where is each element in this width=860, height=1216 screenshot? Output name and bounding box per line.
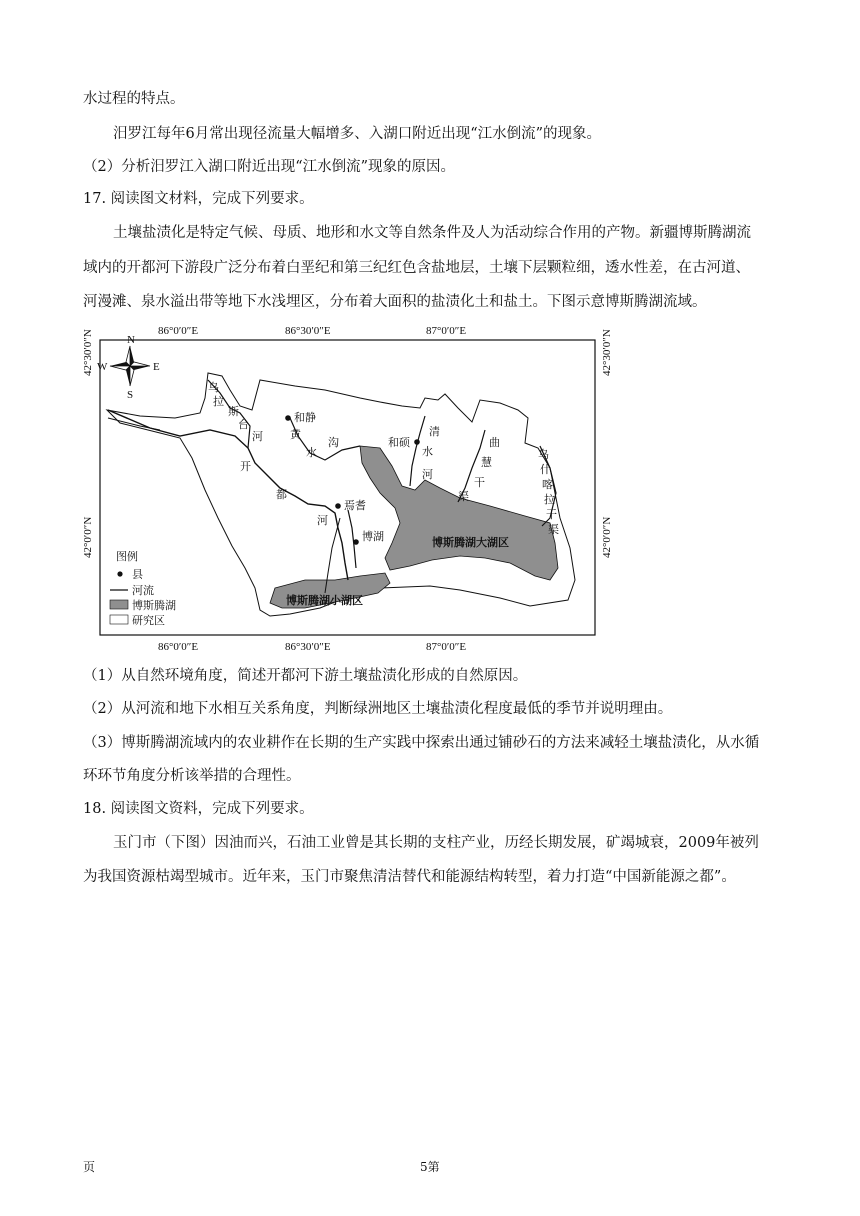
- legend-item-study: 研究区: [132, 614, 165, 627]
- lake-label-big: 博斯腾湖大湖区: [432, 536, 509, 549]
- legend-county-symbol: [117, 571, 122, 576]
- svg-text:W: W: [97, 361, 108, 373]
- lat-label-left: 42°30′0″N: [82, 329, 94, 376]
- county-label-bohu: 博湖: [362, 530, 384, 543]
- river-label-wulasitai: 乌: [208, 381, 219, 394]
- river-label-wushikelaganqu: 拉: [544, 493, 555, 506]
- question-1: （1）从自然环境角度，简述开都河下游土壤盐渍化形成的自然原因。: [83, 668, 528, 684]
- river-label-huangshuigou: 沟: [328, 436, 339, 449]
- lon-label-bottom: 86°30′0″E: [285, 641, 331, 653]
- county-dot: [414, 439, 420, 445]
- question-2: （2）从河流和地下水相互关系角度，判断绿洲地区土壤盐渍化程度最低的季节并说明理由。: [83, 701, 673, 717]
- river-label-wushikelaganqu: 渠: [548, 523, 559, 536]
- river-label-wulasitai: 斯: [228, 405, 239, 418]
- footer-left: 页: [83, 1160, 96, 1174]
- question-3: （3）博斯腾湖流域内的农业耕作在长期的生产实践中探索出通过铺砂石的方法来减轻土壤盐渍化，从水循: [83, 735, 760, 751]
- river-label-qingshuihe: 清: [429, 425, 440, 438]
- lat-label-right: 42°30′0″N: [601, 329, 613, 376]
- river-label-wushikelaganqu: 喀: [542, 478, 553, 491]
- bohu-channel: [348, 510, 356, 568]
- river-label-wulasitai: 拉: [213, 395, 224, 408]
- lake-label-small: 博斯腾湖小湖区: [286, 594, 363, 607]
- lon-label-top: 87°0′0″E: [426, 325, 467, 337]
- river-label-huangshuigou: 水: [306, 446, 317, 459]
- river-label-wulasitai: 台: [238, 418, 249, 431]
- river-label-qingshuihe: 水: [422, 445, 433, 458]
- river-label-quhuiganqu: 慧: [481, 456, 492, 469]
- paragraph-line: 为我国资源枯竭型城市。近年来，玉门市聚焦清洁替代和能源结构转型，着力打造“中国新能源之都”。: [83, 869, 736, 885]
- paragraph-line: 域内的开都河下游段广泛分布着白垩纪和第三纪红色含盐地层，土壤下层颗粒细，透水性差，在古河道、: [83, 260, 750, 276]
- bosten-lake-map: [80, 318, 620, 658]
- compass-icon: [97, 334, 160, 401]
- lat-label-left: 42°0′0″N: [82, 516, 94, 558]
- river-label-kaidu: 开: [240, 460, 251, 473]
- kaidu-river-tributary: [108, 418, 160, 430]
- lon-label-bottom: 86°0′0″E: [158, 641, 199, 653]
- county-label-heshuo: 和硕: [388, 436, 410, 449]
- legend-title: 图例: [116, 550, 138, 563]
- legend-item-river: 河流: [132, 584, 154, 597]
- text-line: 水过程的特点。: [83, 91, 185, 107]
- svg-text:S: S: [127, 389, 134, 401]
- lon-label-top: 86°0′0″E: [158, 325, 199, 337]
- lon-label-bottom: 87°0′0″E: [426, 641, 467, 653]
- text-line: 汨罗江每年6月常出现径流量大幅增多、入湖口附近出现“江水倒流”的现象。: [113, 126, 602, 142]
- footer-page-number: 5第: [420, 1160, 440, 1174]
- county-dot: [353, 539, 359, 545]
- paragraph-line: 河漫滩、泉水溢出带等地下水浅埋区，分布着大面积的盐渍化土和盐土。下图示意博斯腾湖流域。: [83, 294, 707, 310]
- paragraph-line: 土壤盐渍化是特定气候、母质、地形和水文等自然条件及人为活动综合作用的产物。新疆博斯腾湖流: [113, 225, 751, 241]
- river-label-kaidu: 河: [317, 514, 328, 527]
- legend-item-lake: 博斯腾湖: [132, 599, 176, 612]
- river-label-wulasitai: 河: [252, 430, 263, 443]
- lon-label-top: 86°30′0″E: [285, 325, 331, 337]
- river-label-kaidu: 都: [276, 488, 287, 501]
- county-label-yanqi: 焉耆: [344, 499, 366, 512]
- lat-label-right: 42°0′0″N: [601, 516, 613, 558]
- river-label-wushikelaganqu: 乌: [538, 448, 549, 461]
- river-label-qingshuihe: 河: [422, 468, 433, 481]
- river-label-quhuiganqu: 干: [474, 476, 485, 489]
- paragraph-line: 玉门市（下图）因油而兴，石油工业曾是其长期的支柱产业，历经长期发展，矿竭城衰，2009年被列: [113, 835, 759, 851]
- county-dot: [285, 415, 291, 421]
- river-label-huangshuigou: 黄: [290, 428, 301, 441]
- river-label-quhuiganqu: 渠: [458, 490, 469, 503]
- legend-item-county: 县: [132, 568, 143, 581]
- river-label-wushikelaganqu: 什: [540, 463, 551, 476]
- county-dot: [335, 503, 341, 509]
- svg-text:N: N: [127, 334, 135, 346]
- question-3-cont: 环环节角度分析该举措的合理性。: [83, 768, 301, 784]
- kaidu-river: [108, 410, 348, 580]
- river-label-wushikelaganqu: 干: [546, 508, 557, 521]
- question-18-heading: 18. 阅读图文资料，完成下列要求。: [83, 801, 314, 817]
- question-2: （2）分析汨罗江入湖口附近出现“江水倒流”现象的原因。: [83, 159, 456, 175]
- legend-study-symbol: [110, 615, 128, 624]
- map-legend: [110, 549, 176, 627]
- svg-text:E: E: [153, 361, 160, 373]
- river-label-quhuiganqu: 曲: [489, 436, 500, 449]
- county-label-hejing: 和静: [294, 411, 316, 424]
- big-lake-area: [360, 446, 558, 580]
- legend-lake-symbol: [110, 600, 128, 609]
- question-17-heading: 17. 阅读图文材料，完成下列要求。: [83, 191, 314, 207]
